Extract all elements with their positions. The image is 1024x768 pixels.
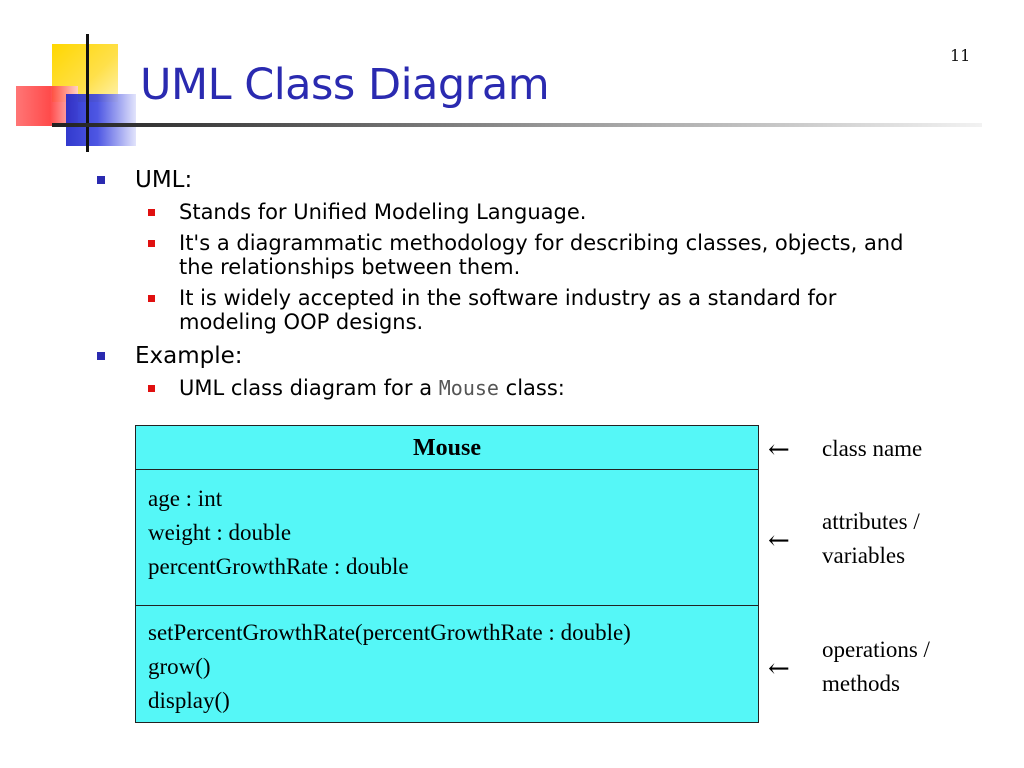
arrow-left-icon: ← bbox=[768, 435, 790, 465]
note-class-name: class name bbox=[822, 436, 923, 461]
title-underline bbox=[52, 123, 982, 127]
bullet-example: Example: bbox=[135, 343, 243, 369]
uml-attribute: weight : double bbox=[148, 520, 292, 545]
uml-attribute: percentGrowthRate : double bbox=[148, 554, 409, 579]
page-number: 11 bbox=[950, 46, 971, 65]
bullet-uml: UML: bbox=[135, 167, 193, 193]
slide-title: UML Class Diagram bbox=[140, 60, 550, 110]
uml-operation: setPercentGrowthRate(percentGrowthRate : double) bbox=[148, 620, 631, 645]
uml-operation: grow() bbox=[148, 654, 211, 679]
uml-attribute: age : int bbox=[148, 486, 223, 511]
uml-class-box bbox=[135, 425, 759, 723]
sub-bullet-1: Stands for Unified Modeling Language. bbox=[179, 200, 919, 224]
example-suffix: class: bbox=[498, 376, 565, 400]
note-methods: methods bbox=[822, 671, 900, 696]
decor-blue-square bbox=[66, 94, 136, 146]
decor-vertical-line bbox=[86, 34, 89, 152]
example-prefix: UML class diagram for a bbox=[179, 376, 439, 400]
class-name-code: Mouse bbox=[438, 376, 499, 400]
uml-operation: display() bbox=[148, 688, 230, 713]
sub-bullet-example bbox=[179, 376, 919, 400]
uml-operations bbox=[136, 606, 758, 722]
uml-attributes bbox=[136, 470, 758, 606]
arrow-left-icon: ← bbox=[768, 654, 790, 684]
note-variables: variables bbox=[822, 543, 906, 568]
arrow-left-icon: ← bbox=[768, 526, 790, 556]
uml-class-name: Mouse bbox=[136, 426, 758, 470]
sub-bullet-3: It is widely accepted in the software industry as a standard for modeling OOP designs. bbox=[179, 286, 919, 334]
note-attributes: attributes / bbox=[822, 509, 920, 534]
sub-bullet-2: It's a diagrammatic methodology for describing classes, objects, and the relationships between them. bbox=[179, 231, 919, 279]
note-operations: operations / bbox=[822, 637, 930, 662]
